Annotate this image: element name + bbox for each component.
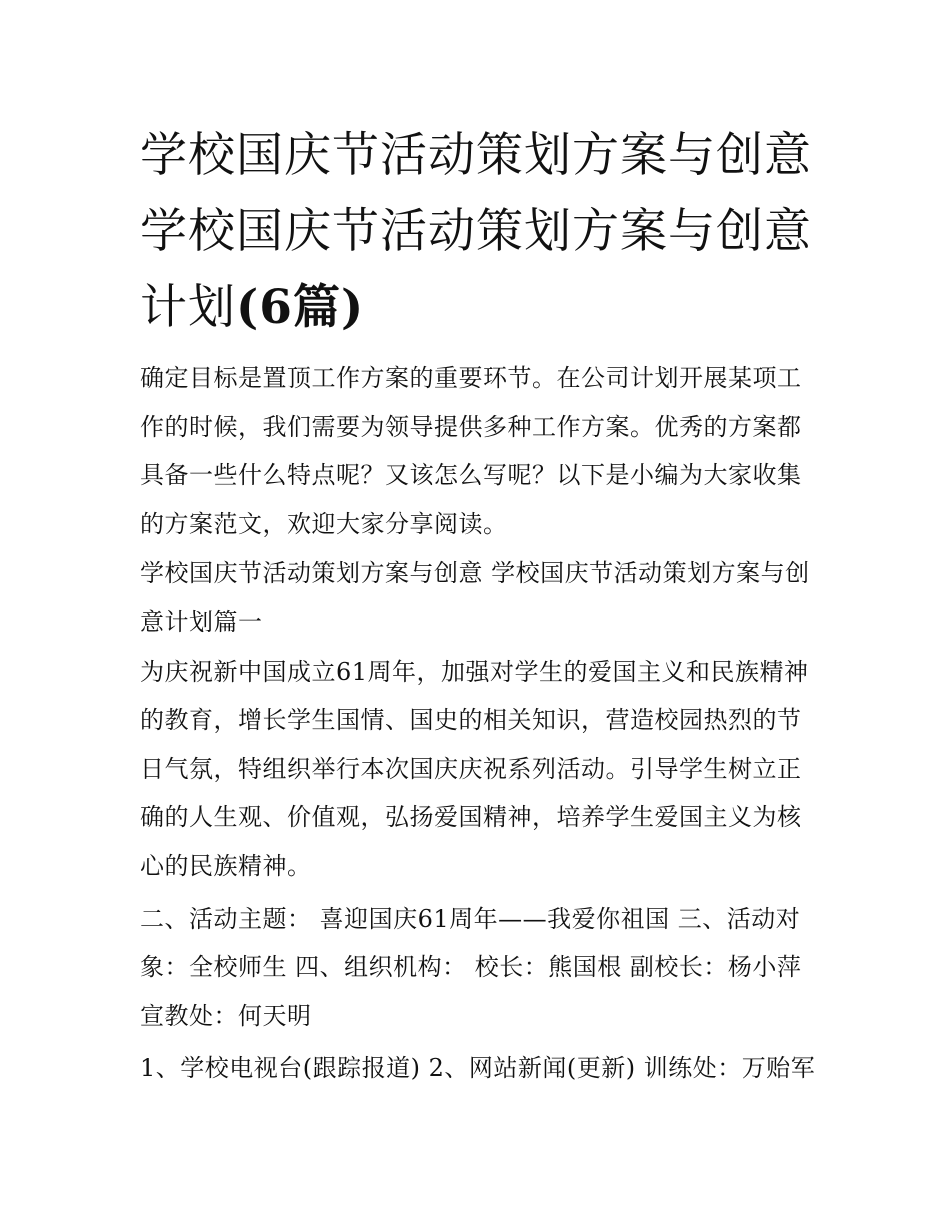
document-page xyxy=(140,118,820,1094)
theme-organization-paragraph: 二、活动主题： 喜迎国庆61周年——我爱你祖国 三、活动对象：全校师生 四、组织机构： 校长：熊国根 副校长：杨小萍 宣教处：何天明 xyxy=(140,904,802,1030)
purpose-paragraph: 为庆祝新中国成立61周年，加强对学生的爱国主义和民族精神的教育，增长学生国情、国史的相关知识，营造校园热烈的节日气氛，特组织举行本次国庆庆祝系列活动。引导学生树立正确的人生观、价值观，弘扬爱国精神，培养学生爱国主义为核心的民族精神。 xyxy=(140,657,809,880)
title-main-text: 学校国庆节活动策划方案与创意 学校国庆节活动策划方案与创意计划 xyxy=(140,128,812,335)
media-training-paragraph: 1、学校电视台(跟踪报道) 2、网站新闻(更新) 训练处：万贻军 xyxy=(140,1054,816,1083)
document-title xyxy=(140,118,820,346)
section-heading-paragraph: 学校国庆节活动策划方案与创意 学校国庆节活动策划方案与创意计划篇一 xyxy=(140,559,810,636)
title-suffix-text: (6篇) xyxy=(236,280,365,335)
intro-paragraph: 确定目标是置顶工作方案的重要环节。在公司计划开展某项工作的时候，我们需要为领导提供多种工作方案。优秀的方案都具备一些什么特点呢？又该怎么写呢？以下是小编为大家收集的方案范文，欢迎大家分享阅读。 xyxy=(140,364,802,538)
